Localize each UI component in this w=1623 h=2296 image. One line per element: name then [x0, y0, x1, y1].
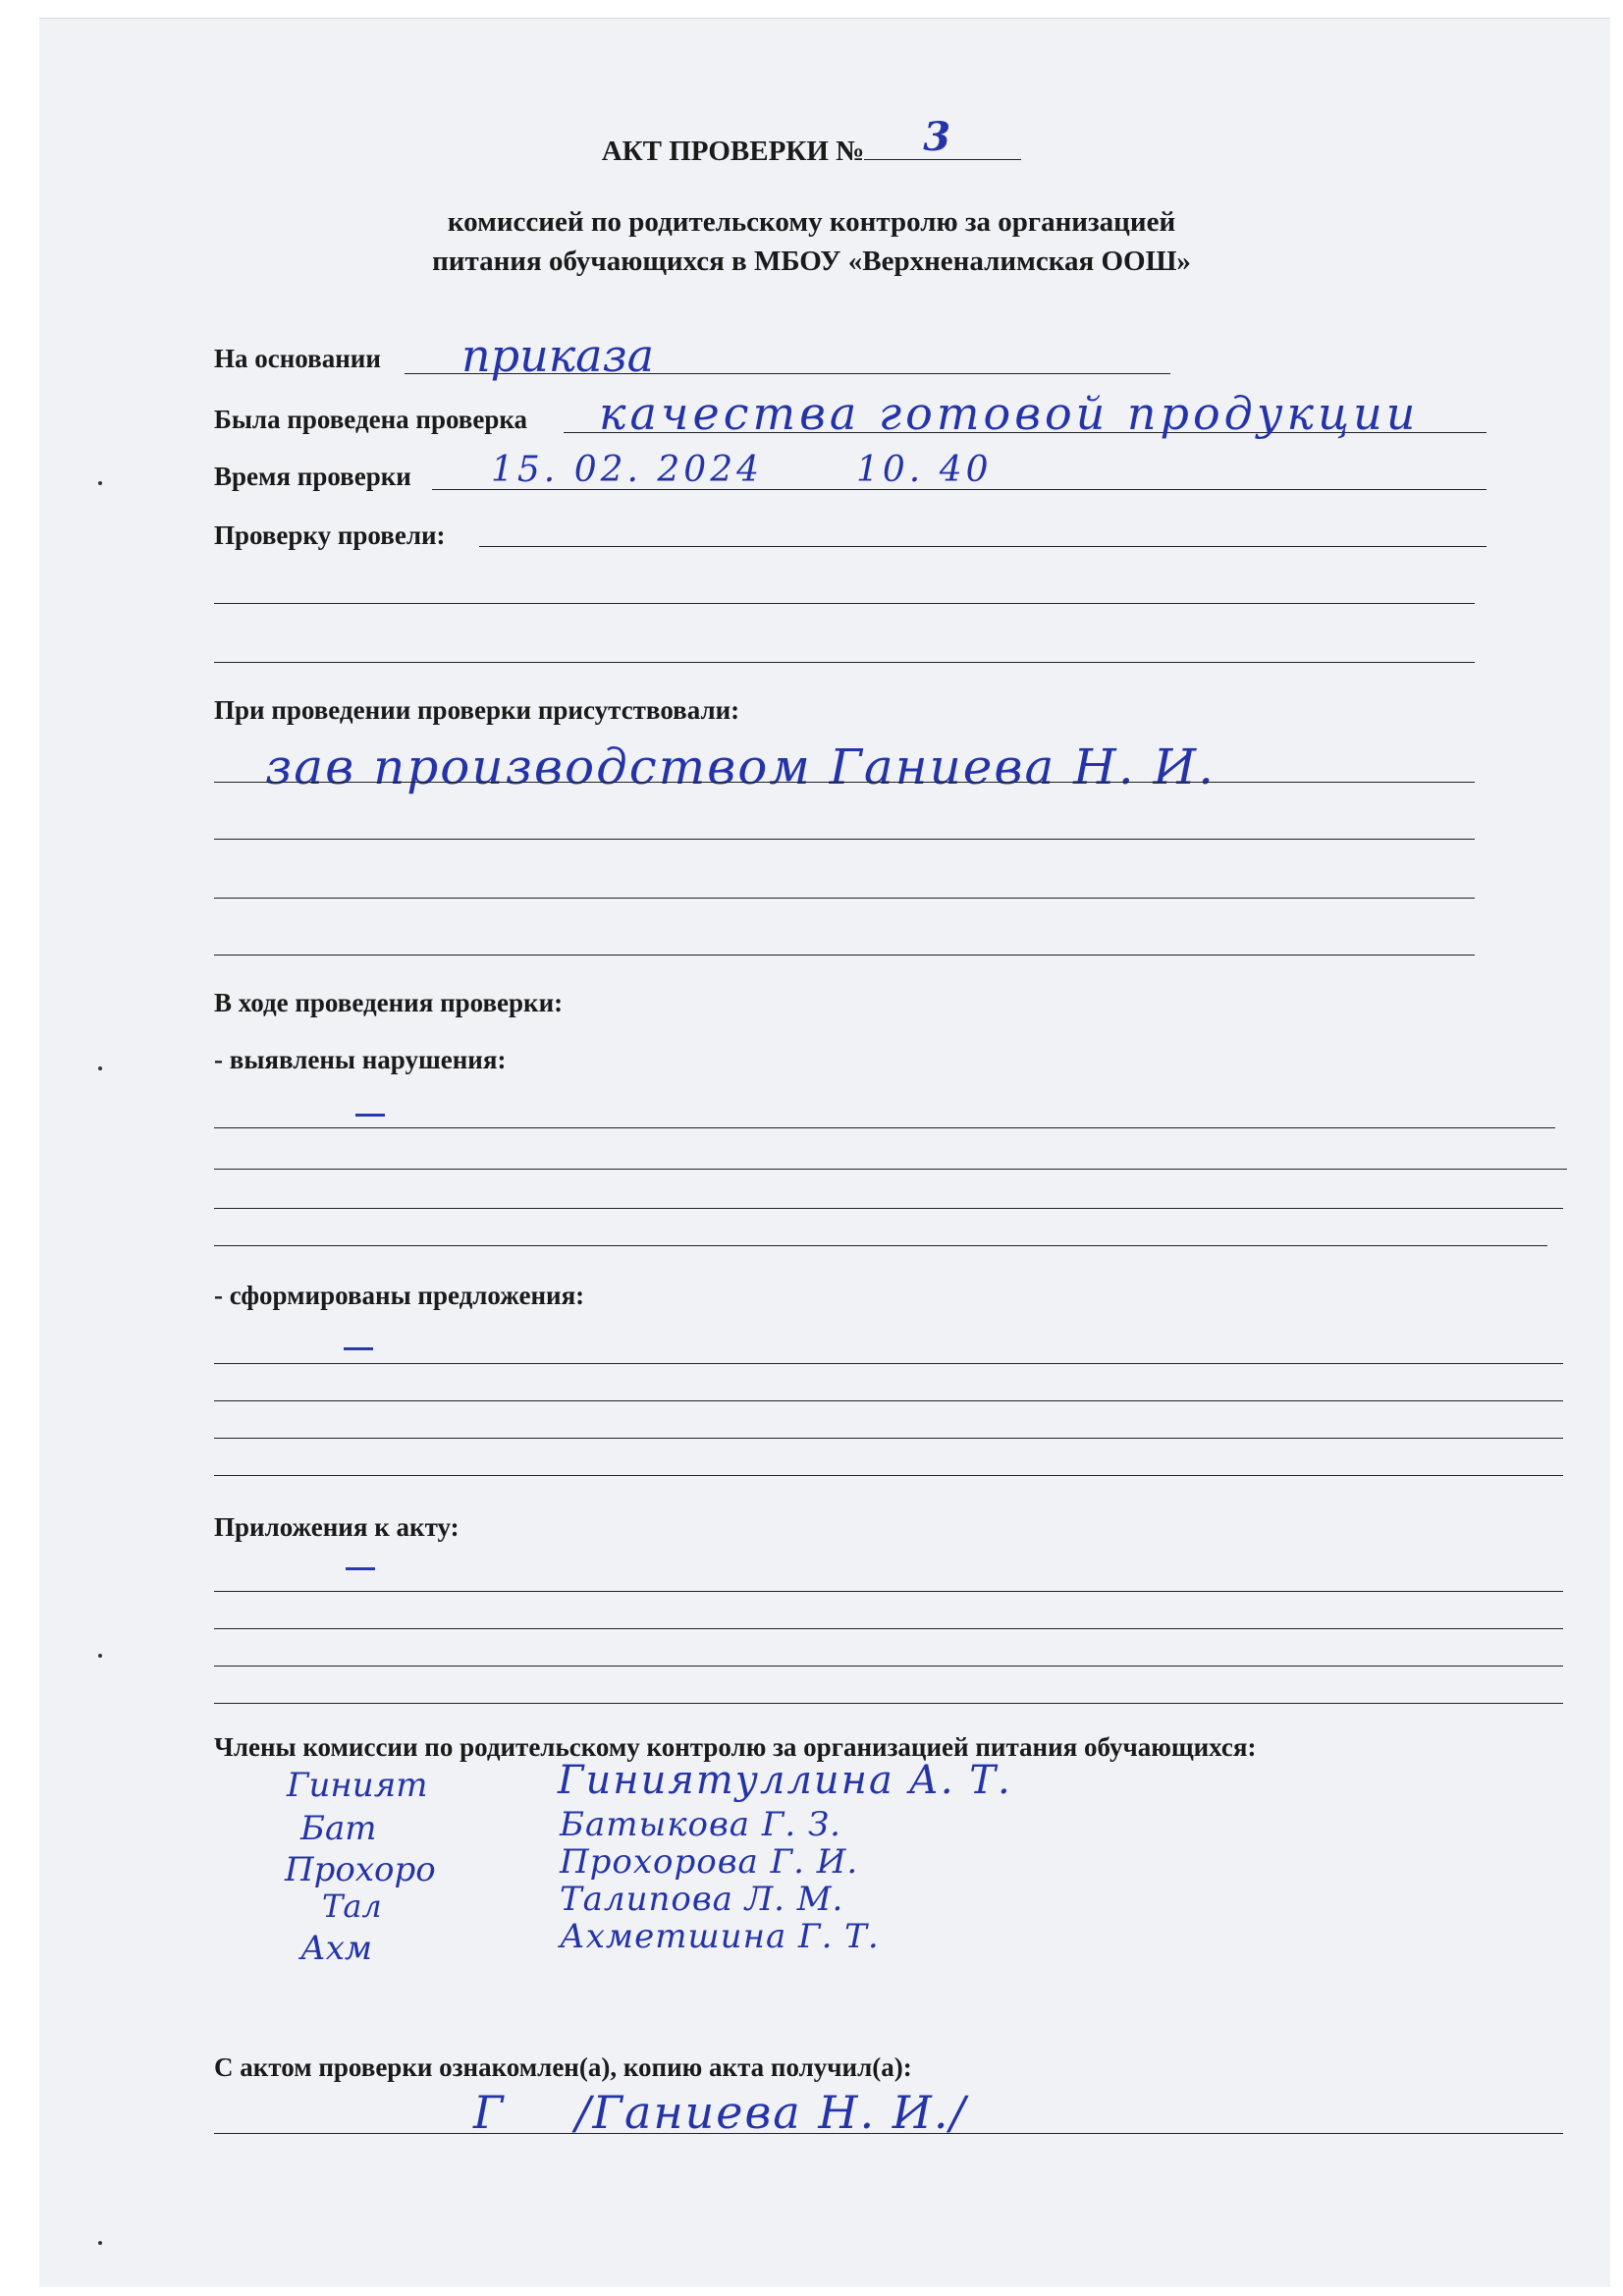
proposals-line-2: [214, 1400, 1563, 1401]
act-number: 3: [923, 114, 951, 160]
attachments-line-1: [214, 1591, 1563, 1592]
margin-dot: [98, 2241, 102, 2245]
member-5: Ахметшина Г. Т.: [560, 1917, 880, 1956]
subtitle-line-1: комиссией по родительскому контролю за организацией: [447, 206, 1176, 238]
inspectors-line-2: [214, 603, 1475, 604]
present-line-3: [214, 898, 1475, 899]
present-line-2: [214, 839, 1475, 840]
check-value: качества готовой продукции: [599, 387, 1420, 440]
signature-1: Гиният: [287, 1766, 428, 1805]
present-value: зав производством Ганиева Н. И.: [265, 738, 1217, 795]
inspectors-label: Проверку провели:: [214, 520, 446, 550]
signature-5: Ахм: [300, 1929, 373, 1968]
violations-line-4: [214, 1245, 1547, 1246]
signature-3: Прохоро: [285, 1850, 436, 1889]
member-3: Прохорова Г. И.: [560, 1842, 859, 1882]
margin-dot: [98, 1066, 102, 1070]
basis-label: На основании: [214, 344, 381, 373]
time-date: 15. 02. 2024: [491, 450, 764, 490]
present-line-4: [214, 955, 1475, 956]
proposals-label: - сформированы предложения:: [214, 1281, 585, 1310]
violations-label: - выявлены нарушения:: [214, 1045, 507, 1074]
proposals-line-4: [214, 1475, 1563, 1476]
violations-line-3: [214, 1208, 1563, 1209]
member-1: Гиниятуллина А. Т.: [558, 1758, 1012, 1803]
act-title: [0, 114, 1623, 168]
act-title-label: АКТ ПРОВЕРКИ №: [601, 136, 865, 167]
margin-dot: [98, 1654, 102, 1658]
time-clock: 10. 40: [856, 450, 993, 490]
proposals-line-1: [214, 1363, 1563, 1364]
signature-4: Тал: [322, 1887, 382, 1925]
acknowledgement-signature: Г: [473, 2086, 504, 2139]
acknowledgement-name: /Ганиева Н. И./: [575, 2086, 967, 2139]
attachments-label: Приложения к акту:: [214, 1512, 460, 1542]
commission-label: Члены комиссии по родительскому контролю за организацией питания обучающихся:: [214, 1732, 1257, 1762]
inspectors-line-3: [214, 662, 1475, 663]
present-label: При проведении проверки присутствовали:: [214, 695, 740, 725]
violations-dash: [355, 1114, 385, 1117]
subtitle-line-2: питания обучающихся в МБОУ «Верхненалимская ООШ»: [432, 246, 1191, 277]
proposals-line-3: [214, 1438, 1563, 1439]
member-4: Талипова Л. М.: [560, 1880, 844, 1919]
check-label: Была проведена проверка: [214, 405, 528, 434]
attachments-dash: [346, 1567, 375, 1570]
acknowledgement-line: [214, 2133, 1563, 2134]
time-label: Время проверки: [214, 462, 411, 491]
proposals-dash: [344, 1347, 373, 1350]
margin-dot: [98, 481, 102, 485]
violations-line-1: [214, 1127, 1555, 1128]
signature-2: Бат: [300, 1809, 377, 1848]
attachments-line-2: [214, 1628, 1563, 1629]
attachments-line-3: [214, 1666, 1563, 1667]
attachments-line-4: [214, 1703, 1563, 1704]
basis-value: приказа: [461, 329, 655, 382]
inspectors-line-1: [479, 546, 1487, 547]
violations-line-2: [214, 1169, 1567, 1170]
findings-intro: В ходе проведения проверки:: [214, 988, 564, 1017]
member-2: Батыкова Г. З.: [560, 1805, 841, 1844]
acknowledgement-label: С актом проверки ознакомлен(а), копию акта получил(а):: [214, 2052, 912, 2082]
act-number-line: [864, 114, 1021, 160]
present-line-1: [214, 782, 1475, 783]
